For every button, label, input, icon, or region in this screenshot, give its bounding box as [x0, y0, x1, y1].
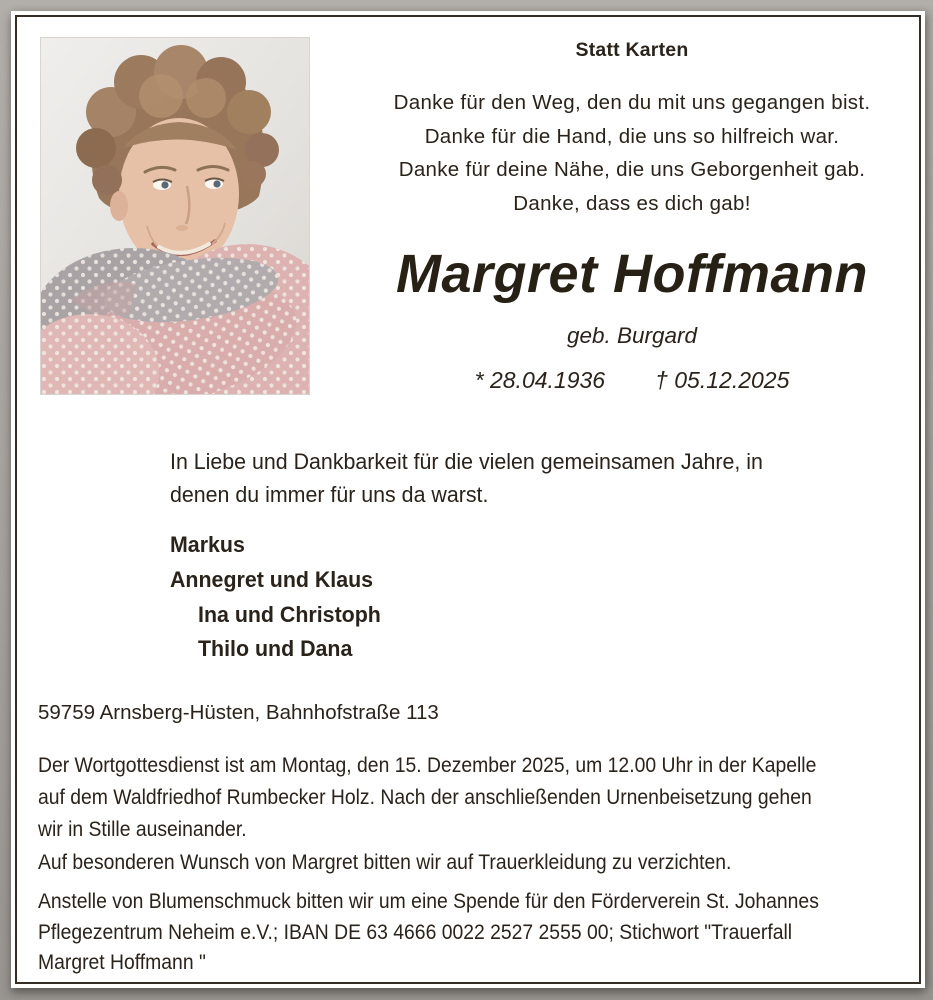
tribute-line: denen du immer für uns da warst. — [170, 481, 489, 507]
birth-date: * 28.04.1936 — [474, 367, 606, 393]
service-line: Der Wortgottesdienst ist am Montag, den 15. Dezember 2025, um 12.00 Uhr in der Kapelle — [38, 753, 817, 777]
clothing-request-line: Auf besonderen Wunsch von Margret bitten wir auf Trauerkleidung zu verzichten. — [38, 850, 732, 874]
family-name: Thilo und Dana — [198, 636, 353, 662]
obituary-mat — [11, 11, 925, 988]
poem-line: Danke für den Weg, den du mit uns gegangen bist. — [393, 91, 871, 114]
maiden-name: geb. Burgard — [566, 323, 698, 348]
poem-line: Danke, dass es dich gab! — [513, 191, 751, 215]
donation-line: Margret Hoffmann " — [38, 950, 206, 975]
poem-line: Danke für deine Nähe, die uns Geborgenheit gab. — [398, 158, 866, 181]
obituary-card — [15, 15, 921, 984]
family-name: Ina und Christoph — [198, 601, 381, 627]
thanks-poem — [343, 86, 921, 220]
donation-request — [38, 886, 906, 978]
clothing-request — [38, 850, 808, 875]
portrait-photo — [40, 37, 310, 395]
tribute-line: In Liebe und Dankbarkeit für die vielen gemeinsamen Jahre, in — [170, 449, 763, 474]
statt-karten-label: Statt Karten — [575, 39, 689, 61]
family-name: Annegret und Klaus — [170, 566, 374, 592]
deceased-name: Margret Hoffmann — [395, 244, 869, 304]
service-details — [38, 750, 903, 845]
death-date: † 05.12.2025 — [655, 367, 790, 393]
life-dates — [343, 367, 921, 394]
service-line: auf dem Waldfriedhof Rumbecker Holz. Nach der anschließenden Urnenbeisetzung gehen — [38, 784, 812, 809]
donation-line: Anstelle von Blumenschmuck bitten wir um eine Spende für den Förderverein St. Johannes — [38, 889, 819, 913]
family-name: Markus — [170, 532, 245, 557]
poem-line: Danke für die Hand, die uns so hilfreich war. — [424, 124, 840, 148]
donation-line: Pflegezentrum Neheim e.V.; IBAN DE 63 4666 0022 2527 2555 00; Stichwort "Trauerfall — [38, 919, 793, 944]
funeral-home-address: 59759 Arnsberg-Hüsten, Bahnhofstraße 113 — [38, 701, 439, 724]
family-names — [170, 528, 390, 667]
service-line: wir in Stille auseinander. — [38, 816, 247, 841]
tribute-text — [170, 446, 794, 511]
portrait-illustration — [41, 38, 309, 394]
